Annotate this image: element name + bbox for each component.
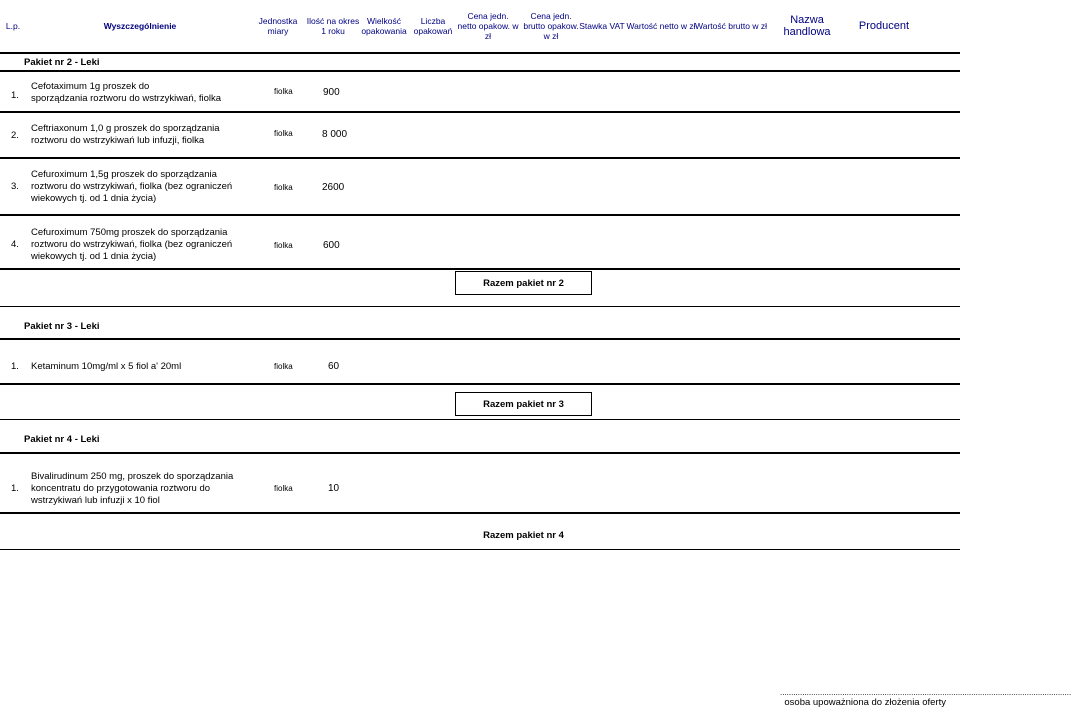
col-description: Wyszczególnienie xyxy=(103,21,177,31)
item-quantity: 600 xyxy=(323,240,340,251)
col-vat: Stawka VAT xyxy=(579,21,625,31)
divider xyxy=(0,306,960,307)
col-net-value: Wartość netto w zł xyxy=(626,21,696,31)
divider xyxy=(0,214,960,216)
item-number: 3. xyxy=(11,181,19,192)
col-package-size: Wielkość opakowania xyxy=(361,16,407,36)
item-description: Cefuroximum 1,5g proszek do sporządzania roztworu do wstrzykiwań, fiolka (bez ograniczeń wiekowych tj. od 1 dnia życia) xyxy=(31,169,233,204)
col-net-price: Cena jedn. netto opakow. w zł xyxy=(457,11,519,41)
col-gross-value: Wartość brutto w zł xyxy=(695,21,767,31)
divider xyxy=(0,338,960,340)
package-title: Pakiet nr 2 - Leki xyxy=(24,57,100,68)
item-number: 1. xyxy=(11,90,19,101)
item-quantity: 10 xyxy=(328,483,340,494)
item-unit: fiolka xyxy=(274,484,293,493)
header-rule xyxy=(0,52,960,54)
item-description: Ceftriaxonum 1,0 g proszek do sporządzania roztworu do wstrzykiwań lub infuzji, fiolka xyxy=(31,123,220,146)
item-quantity: 900 xyxy=(323,87,340,98)
package-total-label: Razem pakiet nr 4 xyxy=(455,523,592,547)
col-producer: Producent xyxy=(858,20,910,32)
divider xyxy=(0,419,960,420)
item-description: Ketaminum 10mg/ml x 5 fiol a' 20ml xyxy=(31,361,182,372)
package-total-label: Razem pakiet nr 2 xyxy=(455,271,592,295)
item-quantity: 8 000 xyxy=(322,129,348,140)
item-unit: fiolka xyxy=(274,241,293,250)
item-description: Cefotaximum 1g proszek do sporządzania roztworu do wstrzykiwań, fiolka xyxy=(31,81,222,104)
col-lp: L.p. xyxy=(5,21,21,31)
item-description: Bivalirudinum 250 mg, proszek do sporządzania koncentratu do przygotowania roztworu do wstrzykiwań lub infuzji x 10 fiol xyxy=(31,471,234,506)
item-unit: fiolka xyxy=(274,362,293,371)
item-unit: fiolka xyxy=(274,129,293,138)
package-title: Pakiet nr 3 - Leki xyxy=(24,321,100,332)
package-total-label: Razem pakiet nr 3 xyxy=(455,392,592,416)
divider xyxy=(0,70,960,72)
col-gross-price: Cena jedn. brutto opakow. w zł xyxy=(523,11,579,41)
col-package-count: Liczba opakowań xyxy=(413,16,453,36)
divider xyxy=(0,512,960,514)
item-number: 2. xyxy=(11,130,19,141)
item-number: 1. xyxy=(11,361,19,372)
divider xyxy=(0,452,960,454)
divider xyxy=(0,383,960,385)
divider xyxy=(0,111,960,113)
item-quantity: 60 xyxy=(328,361,340,372)
table-header xyxy=(0,0,960,52)
signature-line: ................................................................................................................................... xyxy=(780,688,1071,697)
divider xyxy=(0,157,960,159)
item-quantity: 2600 xyxy=(322,182,345,193)
col-unit: Jednostka miary xyxy=(258,16,298,36)
item-description: Cefuroximum 750mg proszek do sporządzania roztworu do wstrzykiwań, fiolka (bez ograniczeń wiekowych tj. od 1 dnia życia) xyxy=(31,227,233,262)
item-unit: fiolka xyxy=(274,87,293,96)
item-number: 4. xyxy=(11,239,19,250)
package-title: Pakiet nr 4 - Leki xyxy=(24,434,100,445)
item-unit: fiolka xyxy=(274,183,293,192)
col-trade-name: Nazwa handlowa xyxy=(783,14,831,38)
divider xyxy=(0,268,960,270)
item-number: 1. xyxy=(11,483,19,494)
divider xyxy=(0,549,960,550)
signature-label: osoba upoważniona do złożenia oferty xyxy=(784,697,946,708)
col-quantity: Ilość na okres 1 roku xyxy=(306,16,360,36)
